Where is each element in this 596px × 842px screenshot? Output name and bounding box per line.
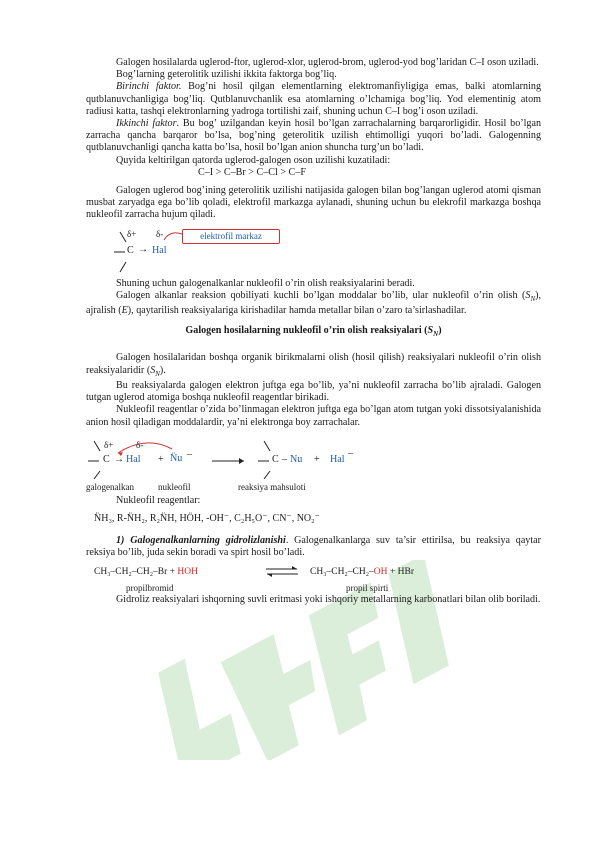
hydroxyl-group: OH (373, 566, 388, 577)
p8-text-b: ), ajralish ( (86, 289, 541, 317)
paragraph-12: Nukleofil reagentlar: (116, 494, 201, 506)
sn-subscript: N (530, 294, 536, 303)
delta-minus-label: δ- (156, 228, 164, 239)
paragraph-7: Shuning uchun galogenalkanlar nukleofil o’rin olish reaksiyalarini beradi. (116, 277, 415, 289)
scheme-plus-2: + (314, 453, 320, 465)
paragraph-3 (86, 81, 541, 118)
heading-close: ) (438, 325, 442, 337)
carbon-atom: C (127, 244, 134, 256)
hydrolysis-text: . Galogenalkanlarga suv ta’sir ettirilsa, bu reaksiya qaytar reksiya bo’lib, juda sekin boradi va spirt hosil bo’ladi. (86, 535, 542, 559)
hydrolysis-title: 1) Galogenalkanlarning gidrolizlanishi (116, 535, 286, 547)
scheme-nu-charge: – (187, 448, 193, 460)
document-body (86, 57, 541, 606)
scheme-halogen: Hal (126, 453, 141, 465)
product-halide-charge: – (348, 447, 354, 459)
p9-sn: S (150, 364, 156, 376)
label-propylbromide: propilbromid (126, 582, 174, 593)
label-product: reaksiya mahsuloti (238, 481, 306, 492)
electrophilic-center-figure (86, 222, 541, 278)
label-propanol: propil spirti (346, 582, 389, 593)
first-factor-label: Birinchi faktor. (116, 81, 182, 93)
equation-right: CH₃–CH₂–CH₂–OH + HBr (310, 566, 414, 577)
p8-text-a: Galogen alkanlar reaksion qobiliyati kuchli bo’lgan moddalar bo’lib, ular nukleofil o’rin olish ( (116, 289, 526, 301)
product-halide: Hal (330, 453, 345, 465)
paragraph-8 (86, 290, 541, 317)
second-factor-label: Ikkinchi faktor (116, 118, 177, 130)
delta-plus-label: δ+ (127, 228, 137, 239)
paragraph-13 (86, 535, 541, 559)
second-factor-text: . Bu bog’ uzilgandan keyin hosil bo’lgan zarrachalarning barqarorligidir. Hosil bo’lgan zarracha qancha barqaror bo’lsa, bog’ning geterolitik uzilish ehtimolligi yuqori bo’ladi. Galogenning qutblanuvchanligi qancha katta bo’lsa, hosil bo’lgan anion shuncha turg’un bo’ladi. (86, 118, 541, 154)
paragraph-10: Bu reaksiyalarda galogen elektron juftga ega bo’lib, ya’ni nukleofil zarracha bo’lib ajraladi. Galogen tutgan uglerod atomiga boshqa nukleofil reagentlar birikadi. (86, 379, 541, 404)
scheme-delta-plus: δ+ (104, 439, 114, 450)
scheme-delta-minus: δ- (136, 439, 144, 450)
sn-symbol: S (525, 289, 531, 301)
equilibrium-arrows (264, 566, 300, 578)
paragraph-14: Gidroliz reaksiyalari ishqorning suvli eritmasi yoki ishqoriy metallarning karbonatlari bilan olib boriladi. (116, 593, 541, 605)
equation-left: CH₃–CH₂–CH₂–Br + HOH (94, 566, 198, 577)
first-factor-text: Bog’ni hosil qilgan elementlarning elektromanfiyligiga emas, balki atomlarning qutblanuvchanligiga bog’liq. Qutblanuvchanlik esa atomlarning o’lchamiga bog’liq. Yod elementinig atom radiusi katta, tashqi elektronlarning yadroga tortilishi zaif, shuning uchun C–I bog’i oson uziladi. (86, 81, 541, 117)
paragraph-2: Bog’larning geterolitik uzilishi ikkita faktorga bog’liq. (116, 69, 337, 81)
label-nucleophile: nukleofil (158, 481, 191, 492)
p9-text-b: ). (159, 364, 166, 376)
halogen-atom: Hal (152, 244, 167, 256)
section-heading (86, 325, 541, 340)
nucleophile-list: N̈H₃, R-N̈H₂, R₂N̈H, HÖH, -OH⁻, C₂H₅O⁻, CN⁻, NO₂⁻ (94, 512, 320, 524)
paragraph-6: Galogen uglerod bog’ining geterolitik uzilishi natijasida galogen bilan bog’langan uglerod atomi qisman musbat zaryadga ega bo’lib qoladi, elektrofil markazga aylanadi, shuning uchun bu elekrofil markazga boshqa nukleofil zarracha hujum qiladi. (86, 185, 541, 221)
heading-sn: S (427, 325, 434, 337)
scheme-nucleophile: N̈u (170, 452, 183, 464)
bond-arrow: → (138, 243, 149, 255)
substitution-scheme: δ+ δ- C → Hal + N̈u – C – Nu + Hal – galogenalkan nukleofil reaksiya mahsuloti (86, 429, 541, 495)
electrophilic-center-callout: elektrofil markaz (182, 229, 280, 244)
scheme-plus-1: + (158, 453, 164, 465)
p9-sn-subscript: N (155, 369, 160, 378)
label-haloalkane: galogenalkan (86, 481, 134, 492)
hydrolysis-equation (86, 560, 541, 594)
paragraph-9 (86, 352, 541, 379)
paragraph-5: Quyida keltirilgan qatorda uglerod-galogen oson uzilishi kuzatiladi: (116, 154, 391, 166)
product-carbon: C (272, 453, 279, 465)
e-symbol: E (121, 305, 128, 317)
water-reagent: HOH (177, 566, 198, 577)
p9-text-a: Galogen hosilalaridan boshqa organik birikmalarni olish (hosil qilish) reaksiyalari nukleofil o’rin olish reaksiyalaridir ( (86, 352, 541, 376)
heading-sn-subscript: N (433, 330, 439, 339)
paragraph-4 (86, 118, 541, 155)
p8-text-c: ), qaytarilish reaksiyalariga kirishadilar hamda metallar bilan o’zaro ta’sirlashadilar. (127, 305, 467, 317)
bond-strength-series: C–I > C–Br > C–Cl > C–F (198, 166, 306, 178)
product-nucleophile: Nu (290, 453, 303, 465)
paragraph-1: Galogen hosilalarda uglerod-ftor, uglerod-xlor, uglerod-brom, uglerod-yod bog’laridan C–I oson uziladi. (116, 57, 539, 68)
scheme-carbon: C (103, 453, 110, 465)
heading-text: Galogen hosilalarning nukleofil o’rin olish reaksiyalari ( (185, 325, 428, 337)
paragraph-11: Nukleofil reagentlar o’zida bo’linmagan elektron juftga ega bo’lgan atom tutgan yoki dissotsiyalanishida anion hosil qiladigan moddalardir, ya’ni elektronga boy zarrachalar. (86, 404, 541, 428)
